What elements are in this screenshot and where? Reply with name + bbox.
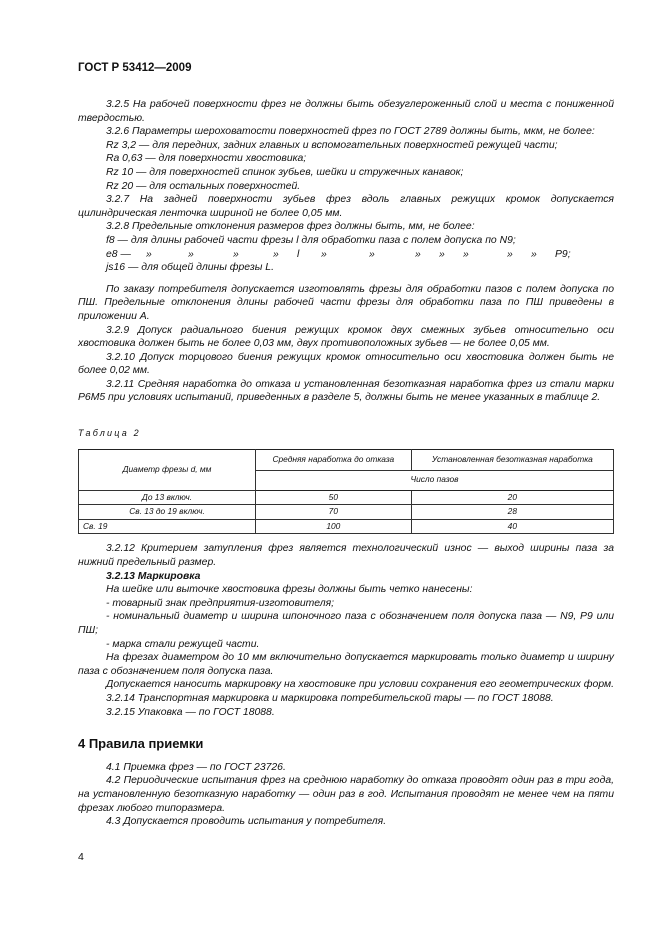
- clause-3-2-13-title: 3.2.13 Маркировка: [106, 570, 201, 582]
- ditto-mark: »: [531, 248, 537, 260]
- roughness-rz32: Rz 3,2 — для передних, задних главных и вспомогательных поверхностей режущей части;: [106, 139, 558, 151]
- cell-diameter: Св. 13 до 19 включ.: [79, 505, 256, 520]
- clause-4-3: 4.3 Допускается проводить испытания у потребителя.: [106, 816, 387, 828]
- ditto-mark: »: [146, 248, 152, 260]
- tolerance-f8: f8 — для длины рабочей части фрезы l для обработки паза с полем допуска по N9;: [106, 234, 516, 246]
- tolerance-e8: [78, 248, 614, 262]
- ditto-mark: »: [463, 248, 469, 260]
- cell-diameter: Св. 19: [79, 519, 256, 534]
- section-4-title: 4 Правила приемки: [78, 736, 204, 752]
- cell-set: 20: [411, 490, 613, 505]
- header-diameter: Диаметр фрезы d, мм: [79, 449, 256, 490]
- order-note: По заказу потребителя допускается изготовлять фрезы для обработки пазов с полем допуска по ПШ. Предельные отклонения длины рабочей части фрезы для обработки паза по ПШ приведены в приложении А.: [78, 283, 614, 322]
- marking-item: - товарный знак предприятия-изготовителя;: [106, 597, 335, 609]
- clause-3-2-6: 3.2.6 Параметры шероховатости поверхностей фрез по ГОСТ 2789 должны быть, мкм, не более:: [106, 126, 595, 138]
- table-row: [79, 519, 614, 534]
- p9-label: P9;: [555, 248, 571, 260]
- roughness-rz10: Rz 10 — для поверхностей спинок зубьев, шейки и стружечных канавок;: [106, 166, 464, 178]
- clause-3-2-10: 3.2.10 Допуск торцового биения режущих кромок относительно оси хвостовика должен быть не более 0,02 мм.: [78, 351, 614, 377]
- marking-item: - номинальный диаметр и ширина шпоночного паза с обозначением поля допуска паза — N9, P9 или ПШ;: [78, 611, 614, 636]
- ditto-mark: »: [188, 248, 194, 260]
- e8-label: e8 —: [106, 248, 131, 260]
- roughness-rz20: Rz 20 — для остальных поверхностей.: [106, 180, 301, 192]
- header-average-life: Средняя наработка до отказа: [256, 449, 412, 470]
- cell-average: 70: [256, 505, 412, 520]
- roughness-ra063: Ra 0,63 — для поверхности хвостовика;: [106, 153, 307, 165]
- clause-3-2-9: 3.2.9 Допуск радиального биения режущих кромок двух смежных зубьев относительно оси хвостовика должен быть не более 0,03 мм, двух противоположных зубьев — не более 0,05 мм.: [78, 324, 614, 350]
- clause-3-2-8: 3.2.8 Предельные отклонения размеров фрез должны быть, мм, не более:: [106, 221, 475, 233]
- cell-diameter: До 13 включ.: [79, 490, 256, 505]
- clause-3-2-11: 3.2.11 Средняя наработка до отказа и установленная безотказная наработка фрез из стали марки Р6М5 при условиях испытаний, приведенных в разделе 5, должны быть не менее указанных в таблице 2.: [78, 378, 614, 404]
- ditto-mark: »: [321, 248, 327, 260]
- clause-3-2-15: 3.2.15 Упаковка — по ГОСТ 18088.: [106, 706, 275, 718]
- cell-average: 100: [256, 519, 412, 534]
- table-row: [79, 505, 614, 520]
- clause-3-2-14: 3.2.14 Транспортная маркировка и маркировка потребительской тары — по ГОСТ 18088.: [106, 692, 554, 704]
- page-number: 4: [78, 851, 84, 863]
- header-failure-free-life: Установленная безотказная наработка: [411, 449, 613, 470]
- tolerance-js16: js16 — для общей длины фрезы L.: [106, 262, 274, 274]
- cell-average: 50: [256, 490, 412, 505]
- ditto-mark: »: [273, 248, 279, 260]
- clause-3-2-7: 3.2.7 На задней поверхности зубьев фрез вдоль главных режущих кромок допускается цилиндрическая ленточка шириной не более 0,05 мм.: [78, 194, 614, 219]
- clause-3-2-13-text: На шейке или выточке хвостовика фрезы должны быть четко нанесены:: [106, 584, 473, 596]
- clause-4-1: 4.1 Приемка фрез — по ГОСТ 23726.: [106, 761, 286, 773]
- small-diameter-note: На фрезах диаметром до 10 мм включительно допускается маркировать только диаметр и ширину паза с обозначением поля допуска паза.: [78, 652, 614, 677]
- document-header: ГОСТ Р 53412—2009: [78, 62, 192, 74]
- ditto-mark: »: [233, 248, 239, 260]
- durability-table: [78, 449, 614, 535]
- cell-set: 40: [411, 519, 613, 534]
- shank-marking-note: Допускается наносить маркировку на хвостовике при условии сохранения его геометрических форм.: [106, 679, 615, 691]
- header-slot-count: Число пазов: [256, 470, 614, 490]
- ditto-mark: »: [369, 248, 375, 260]
- page-content: [78, 98, 614, 829]
- length-symbol: l: [297, 248, 300, 260]
- table-caption: Таблица 2: [78, 428, 141, 439]
- clause-3-2-12: 3.2.12 Критерием затупления фрез является технологический износ — выход ширины паза за нижний предельный размер.: [78, 543, 614, 569]
- table-row: [79, 490, 614, 505]
- ditto-mark: »: [439, 248, 445, 260]
- ditto-mark: »: [507, 248, 513, 260]
- cell-set: 28: [411, 505, 613, 520]
- clause-3-2-5: 3.2.5 На рабочей поверхности фрез не должны быть обезуглероженный слой и места с пониженной твердостью.: [78, 99, 614, 124]
- marking-item: - марка стали режущей части.: [106, 638, 260, 650]
- clause-4-2: 4.2 Периодические испытания фрез на среднюю наработку до отказа проводят один раз в три года, на установленную безотказную наработку — один раз в год. Испытания проводят не менее чем на пяти фрезах любого типоразмера.: [78, 775, 614, 814]
- ditto-mark: »: [415, 248, 421, 260]
